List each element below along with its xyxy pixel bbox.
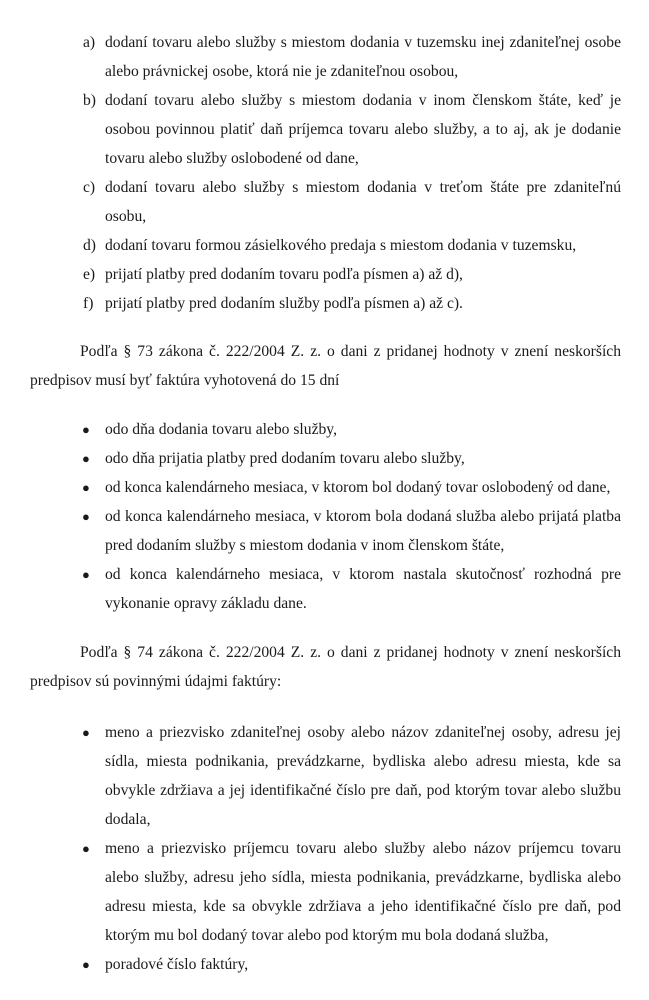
list-item-text: od konca kalendárneho mesiaca, v ktorom bol dodaný tovar oslobodený od dane, <box>105 479 611 496</box>
bullet-icon: ● <box>82 841 90 856</box>
bullet-icon: ● <box>82 957 90 972</box>
list-marker: c) <box>83 179 96 196</box>
list-item-text: dodaní tovaru alebo služby s miestom dodania v inom členskom štáte, keď je osobou povinnou platiť daň príjemca tovaru alebo služby, a to aj, ak je dodanie tovaru alebo služby oslobodené od dane, <box>105 92 621 167</box>
list-marker: a) <box>83 34 96 51</box>
list-item-text: meno a priezvisko príjemcu tovaru alebo služby alebo názov príjemcu tovaru alebo služby, adresu jeho sídla, miesta podnikania, prevádzkarne, bydliska alebo adresu miesta, kde sa obvykle zdržiava a jeho identifikačné číslo pre daň, pod ktorým mu bol dodaný tovar alebo pod ktorým mu bola dodaná služba, <box>105 840 621 944</box>
bullet-icon: ● <box>82 480 90 495</box>
list-item <box>30 834 621 950</box>
list-item-text: odo dňa prijatia platby pred dodaním tovaru alebo služby, <box>105 450 465 467</box>
bullet-list-74 <box>30 718 621 979</box>
list-item-text: meno a priezvisko zdaniteľnej osoby alebo názov zdaniteľnej osoby, adresu jej sídla, miesta podnikania, prevádzkarne, bydliska alebo adresu miesta, kde sa obvykle zdržiava a jej identifikačné číslo pre daň, pod ktorým tovar alebo službu dodala, <box>105 724 621 828</box>
letter-list <box>30 28 621 318</box>
list-item-text: dodaní tovaru alebo služby s miestom dodania v treťom štáte pre zdaniteľnú osobu, <box>105 179 621 225</box>
list-item-text: odo dňa dodania tovaru alebo služby, <box>105 421 337 438</box>
list-item-text: dodaní tovaru formou zásielkového predaja s miestom dodania v tuzemsku, <box>105 237 577 254</box>
list-marker: b) <box>83 92 96 109</box>
paragraph-73: Podľa § 73 zákona č. 222/2004 Z. z. o dani z pridanej hodnoty v znení neskorších predpisov musí byť faktúra vyhotovená do 15 dní <box>30 343 621 389</box>
list-item-text: od konca kalendárneho mesiaca, v ktorom nastala skutočnosť rozhodná pre vykonanie opravy základu dane. <box>105 566 621 612</box>
list-item <box>30 718 621 834</box>
bullet-icon: ● <box>82 509 90 524</box>
list-marker: f) <box>83 295 94 312</box>
list-item <box>30 173 621 231</box>
list-item <box>30 950 621 979</box>
list-item <box>30 473 621 502</box>
bullet-icon: ● <box>82 422 90 437</box>
list-item <box>30 231 621 260</box>
list-item <box>30 260 621 289</box>
list-item <box>30 560 621 618</box>
list-item <box>30 86 621 173</box>
list-marker: e) <box>83 266 96 283</box>
list-item <box>30 444 621 473</box>
list-item <box>30 28 621 86</box>
list-item <box>30 502 621 560</box>
bullet-icon: ● <box>82 725 90 740</box>
list-item-text: prijatí platby pred dodaním tovaru podľa písmen a) až d), <box>105 266 463 283</box>
list-item-text: prijatí platby pred dodaním služby podľa písmen a) až c). <box>105 295 463 312</box>
bullet-icon: ● <box>82 451 90 466</box>
paragraph-74: Podľa § 74 zákona č. 222/2004 Z. z. o dani z pridanej hodnoty v znení neskorších predpisov sú povinnými údajmi faktúry: <box>30 644 621 690</box>
list-item-text: dodaní tovaru alebo služby s miestom dodania v tuzemsku inej zdaniteľnej osobe alebo právnickej osobe, ktorá nie je zdaniteľnou osobou, <box>105 34 621 80</box>
list-item-text: od konca kalendárneho mesiaca, v ktorom bola dodaná služba alebo prijatá platba pred dodaním služby s miestom dodania v inom členskom štáte, <box>105 508 621 554</box>
list-item <box>30 415 621 444</box>
bullet-icon: ● <box>82 567 90 582</box>
list-marker: d) <box>83 237 96 254</box>
list-item <box>30 289 621 318</box>
bullet-list-73 <box>30 415 621 618</box>
list-item-text: poradové číslo faktúry, <box>105 956 249 973</box>
